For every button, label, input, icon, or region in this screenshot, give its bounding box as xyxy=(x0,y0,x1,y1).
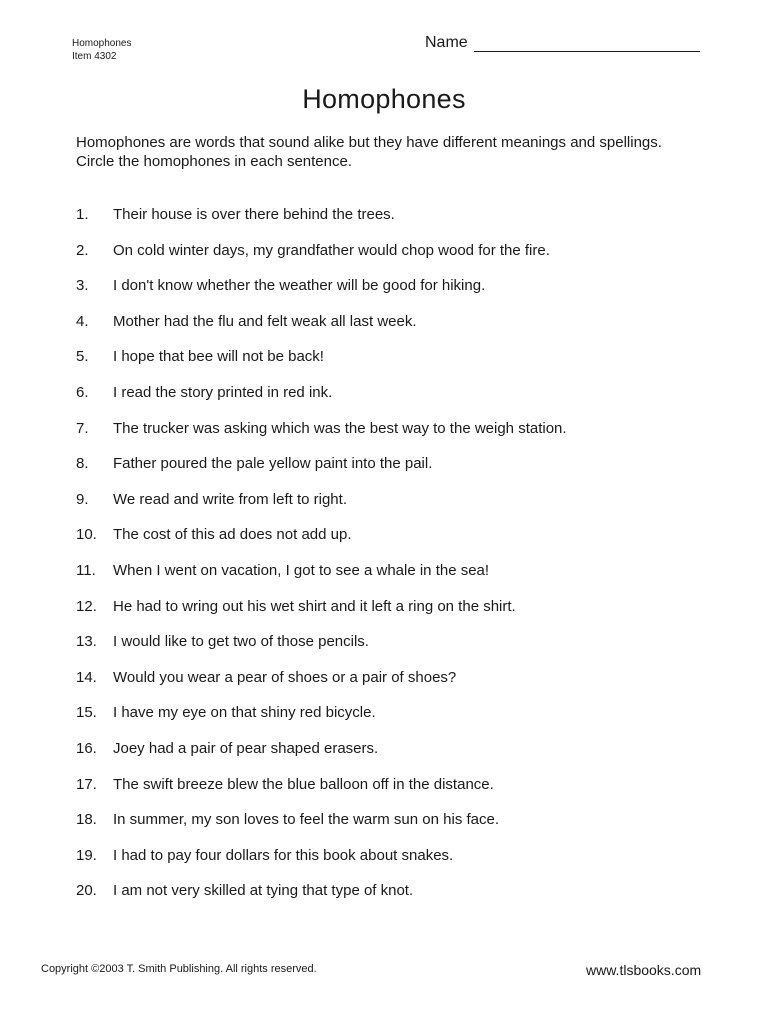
question-text: When I went on vacation, I got to see a whale in the sea! xyxy=(113,561,490,579)
question-number: 1. xyxy=(76,206,89,223)
question-text: I hope that bee will not be back! xyxy=(113,348,324,366)
question-number: 11. xyxy=(76,561,96,579)
question-item xyxy=(76,846,716,882)
question-item xyxy=(76,205,716,241)
question-item xyxy=(76,454,716,490)
question-item xyxy=(76,668,716,704)
question-number: 18. xyxy=(76,811,97,829)
question-number: 3. xyxy=(76,277,89,295)
question-number: 14. xyxy=(76,668,97,686)
instructions xyxy=(76,133,676,171)
question-text: We read and write from left to right. xyxy=(113,490,347,508)
question-number: 17. xyxy=(76,775,97,793)
question-item xyxy=(76,241,716,277)
name-label: Name xyxy=(425,34,468,51)
question-item xyxy=(76,561,716,597)
question-number: 2. xyxy=(76,241,89,259)
question-item xyxy=(76,739,716,775)
question-list xyxy=(76,205,716,917)
worksheet-meta xyxy=(72,37,131,63)
question-number: 19. xyxy=(76,846,97,864)
question-text: I have my eye on that shiny red bicycle. xyxy=(113,704,376,722)
question-text: I would like to get two of those pencils. xyxy=(113,633,369,651)
question-number: 4. xyxy=(76,312,89,330)
question-item xyxy=(76,775,716,811)
instructions-definition: Homophones are words that sound alike but they have different meanings and spellings. xyxy=(76,134,662,151)
question-text: Would you wear a pear of shoes or a pair of shoes? xyxy=(113,668,457,686)
question-number: 9. xyxy=(76,490,89,508)
question-number: 7. xyxy=(76,419,89,437)
website-link[interactable]: www.tlsbooks.com xyxy=(586,962,702,978)
question-number: 5. xyxy=(76,348,89,366)
copyright-notice: Copyright ©2003 T. Smith Publishing. All rights reserved. xyxy=(41,963,317,975)
question-text: On cold winter days, my grandfather would chop wood for the fire. xyxy=(113,241,550,259)
question-text: Mother had the flu and felt weak all last week. xyxy=(113,312,417,330)
question-item xyxy=(76,881,716,917)
question-text: Joey had a pair of pear shaped erasers. xyxy=(113,739,379,757)
worksheet-subject: Homophones xyxy=(72,38,132,49)
question-text: Their house is over there behind the trees. xyxy=(113,206,395,223)
question-number: 6. xyxy=(76,383,89,401)
question-text: I don't know whether the weather will be good for hiking. xyxy=(113,277,486,295)
worksheet-item-number: Item 4302 xyxy=(72,51,117,62)
question-item xyxy=(76,632,716,668)
question-text: The swift breeze blew the blue balloon off in the distance. xyxy=(113,775,494,793)
question-number: 10. xyxy=(76,526,97,544)
page-title: Homophones xyxy=(302,84,466,114)
question-text: The trucker was asking which was the best way to the weigh station. xyxy=(113,419,567,437)
name-field xyxy=(425,34,700,52)
question-item xyxy=(76,276,716,312)
question-number: 12. xyxy=(76,597,97,615)
question-text: I am not very skilled at tying that type of knot. xyxy=(113,882,414,900)
question-item xyxy=(76,312,716,348)
question-item xyxy=(76,810,716,846)
question-number: 16. xyxy=(76,739,97,757)
question-text: I had to pay four dollars for this book about snakes. xyxy=(113,846,454,864)
instructions-task: Circle the homophones in each sentence. xyxy=(76,153,353,170)
question-number: 13. xyxy=(76,633,97,651)
question-text: The cost of this ad does not add up. xyxy=(113,526,352,544)
question-number: 8. xyxy=(76,455,89,473)
question-item xyxy=(76,525,716,561)
question-text: In summer, my son loves to feel the warm sun on his face. xyxy=(113,811,500,829)
question-text: I read the story printed in red ink. xyxy=(113,383,333,401)
question-item xyxy=(76,490,716,526)
question-item xyxy=(76,703,716,739)
name-blank-line[interactable] xyxy=(474,36,700,52)
question-item xyxy=(76,347,716,383)
question-item xyxy=(76,383,716,419)
question-text: He had to wring out his wet shirt and it left a ring on the shirt. xyxy=(113,597,516,615)
question-number: 15. xyxy=(76,704,97,722)
question-item xyxy=(76,419,716,455)
question-text: Father poured the pale yellow paint into the pail. xyxy=(113,455,433,473)
question-number: 20. xyxy=(76,882,97,900)
question-item xyxy=(76,597,716,633)
